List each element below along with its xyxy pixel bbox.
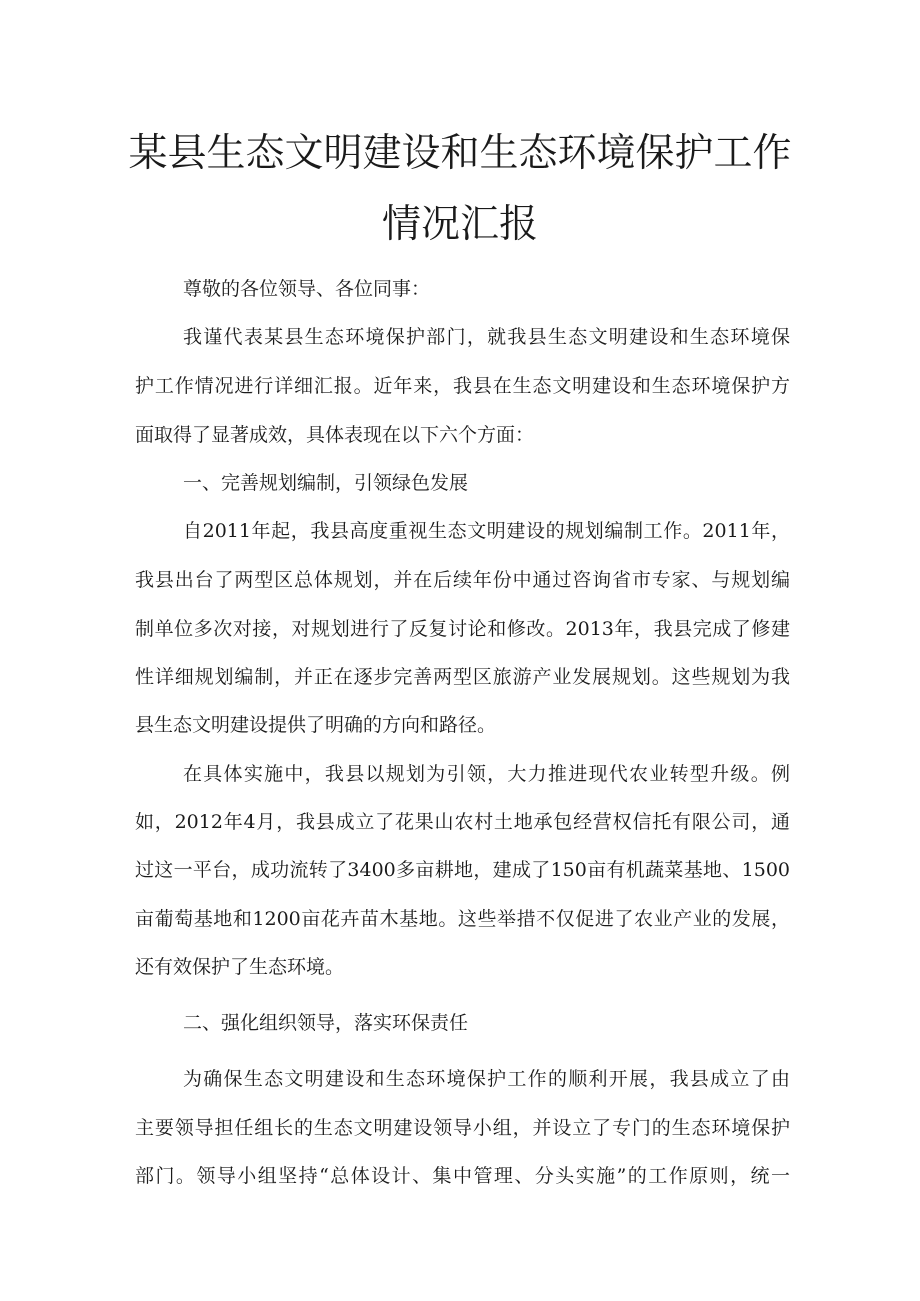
- document-title-line-1: 某县生态文明建设和生态环境保护工作: [128, 131, 792, 176]
- document-title-line-2: 情况汇报: [381, 202, 538, 247]
- section-1-para-1-line: 我县出台了两型区总体规划，并在后续年份中通过咨询省市专家、与规划编: [135, 569, 790, 591]
- intro-line: 面取得了显著成效，具体表现在以下六个方面：: [135, 424, 535, 446]
- section-1-para-1-line: 县生态文明建设提供了明确的方向和路径。: [135, 714, 497, 736]
- section-1-para-1-line: 性详细规划编制，并正在逐步完善两型区旅游产业发展规划。这些规划为我: [135, 666, 790, 688]
- section-2-para-1-line: 为确保生态文明建设和生态环境保护工作的顺利开展，我县成立了由: [183, 1068, 790, 1090]
- section-1-para-1-line: 自2011年起，我县高度重视生态文明建设的规划编制工作。2011年，: [183, 520, 790, 542]
- section-1-para-2-line: 如，2012年4月，我县成立了花果山农村土地承包经营权信托有限公司，通: [135, 811, 790, 833]
- section-1-heading: 一、完善规划编制，引领绿色发展: [183, 472, 469, 494]
- section-2-para-1-line: 主要领导担任组长的生态文明建设领导小组，并设立了专门的生态环境保护: [135, 1117, 790, 1139]
- intro-line: 护工作情况进行详细汇报。近年来，我县在生态文明建设和生态环境保护方: [135, 375, 790, 397]
- section-2-para-1-line: 部门。领导小组坚持“总体设计、集中管理、分头实施”的工作原则，统一: [135, 1165, 790, 1187]
- section-1-para-2-line: 亩葡萄基地和1200亩花卉苗木基地。这些举措不仅促进了农业产业的发展，: [135, 908, 790, 930]
- section-1-para-2-line: 在具体实施中，我县以规划为引领，大力推进现代农业转型升级。例: [183, 763, 790, 785]
- greeting: 尊敬的各位领导、各位同事：: [183, 278, 431, 300]
- section-1-para-1-line: 制单位多次对接，对规划进行了反复讨论和修改。2013年，我县完成了修建: [135, 618, 790, 640]
- section-2-heading: 二、强化组织领导，落实环保责任: [183, 1012, 469, 1034]
- intro-line: 我谨代表某县生态环境保护部门，就我县生态文明建设和生态环境保: [183, 326, 790, 348]
- section-1-para-2-line: 过这一平台，成功流转了3400多亩耕地，建成了150亩有机蔬菜基地、1500: [135, 859, 790, 881]
- section-1-para-2-line: 还有效保护了生态环境。: [135, 956, 345, 978]
